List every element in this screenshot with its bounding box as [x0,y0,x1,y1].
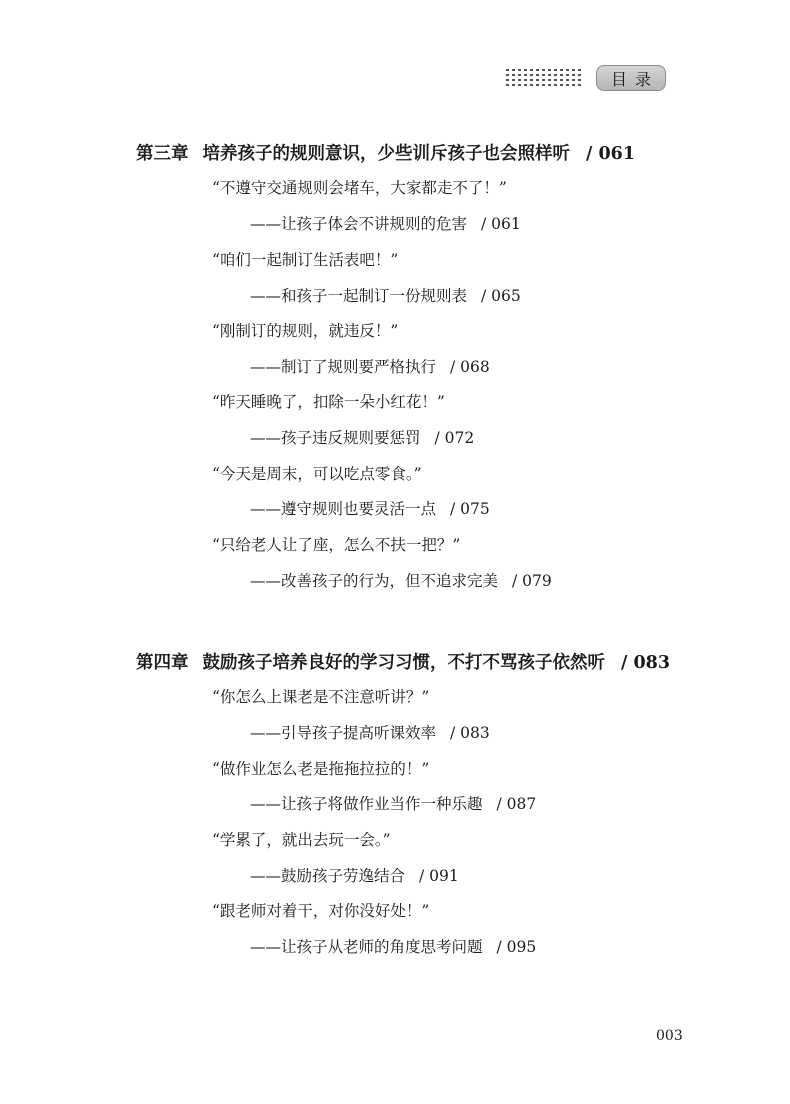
subtitle-text: ——改善孩子的行为，但不追求完美 [250,572,499,590]
section-subtitle[interactable] [250,426,474,448]
section-quote[interactable]: “做作业怎么老是拖拖拉拉的！” [212,760,430,778]
section-subtitle[interactable] [250,935,536,957]
header-dot-pattern [506,68,588,88]
section-subtitle[interactable] [250,212,521,234]
section-page: / 095 [496,938,537,956]
section-subtitle[interactable] [250,497,490,519]
section-page: / 079 [512,572,552,590]
section-page: / 068 [450,358,490,376]
section-subtitle[interactable] [250,721,490,743]
section-quote[interactable]: “学累了，就出去玩一会。” [212,831,391,849]
section-page: / 087 [496,795,537,813]
section-page: / 083 [450,724,490,742]
chapter-heading[interactable] [136,140,635,165]
subtitle-text: ——遵守规则也要灵活一点 [250,500,437,518]
section-quote[interactable]: “不遵守交通规则会堵车，大家都走不了！” [212,179,507,197]
section-page: / 072 [434,429,475,447]
section-quote[interactable]: “昨天睡晚了，扣除一朵小红花！” [212,393,445,411]
section-quote[interactable]: “刚制订的规则，就违反！” [212,322,399,340]
subtitle-text: ——鼓励孩子劳逸结合 [250,867,406,885]
toc-badge: 目录 [596,65,666,91]
section-page: / 075 [450,500,490,518]
section-subtitle[interactable] [250,355,490,377]
chapter-heading[interactable] [136,649,670,674]
subtitle-text: ——制订了规则要严格执行 [250,358,437,376]
chapter-page: / 061 [586,144,636,164]
subtitle-text: ——让孩子从老师的角度思考问题 [250,938,483,956]
chapter-title: 鼓励孩子培养良好的学习习惯，不打不骂孩子依然听 [202,653,605,673]
subtitle-text: ——孩子违反规则要惩罚 [250,429,421,447]
subtitle-text: ——引导孩子提高听课效率 [250,724,437,742]
section-quote[interactable]: “跟老师对着干，对你没好处！” [212,902,430,920]
section-quote[interactable]: “今天是周末，可以吃点零食。” [212,465,422,483]
chapter-number: 第三章 [136,144,189,164]
section-quote[interactable]: “只给老人让了座，怎么不扶一把？” [212,536,461,554]
chapter-title: 培养孩子的规则意识，少些训斥孩子也会照样听 [202,144,570,164]
subtitle-text: ——让孩子将做作业当作一种乐趣 [250,795,483,813]
section-subtitle[interactable] [250,864,459,886]
chapter-page: / 083 [621,653,671,673]
section-page: / 065 [481,287,521,305]
subtitle-text: ——和孩子一起制订一份规则表 [250,287,468,305]
section-page: / 091 [419,867,459,885]
section-subtitle[interactable] [250,792,536,814]
section-quote[interactable]: “咱们一起制订生活表吧！” [212,251,399,269]
subtitle-text: ——让孩子体会不讲规则的危害 [250,215,468,233]
section-quote[interactable]: “你怎么上课老是不注意听讲？” [212,688,430,706]
page-number: 003 [656,1028,683,1044]
section-subtitle[interactable] [250,569,552,591]
section-subtitle[interactable] [250,284,521,306]
section-page: / 061 [481,215,521,233]
chapter-number: 第四章 [136,653,189,673]
